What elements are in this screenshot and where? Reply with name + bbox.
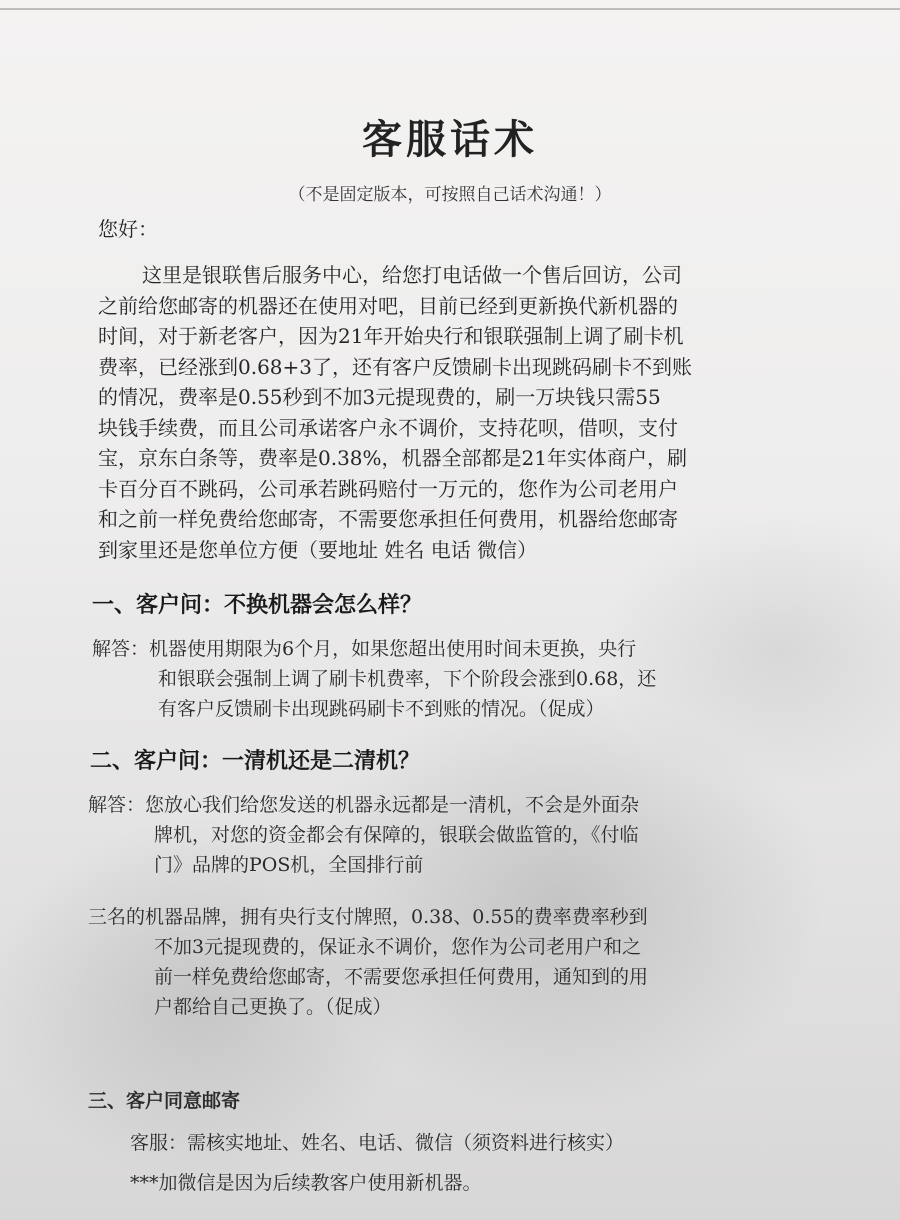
answer-line: 户都给自己更换了。（促成） — [154, 996, 392, 1018]
answer-line: 三名的机器品牌，拥有央行支付牌照，0.38、0.55的费率费率秒到 — [88, 906, 648, 928]
doc-title: 客服话术 — [362, 116, 538, 163]
question-1-answer — [92, 634, 656, 724]
answer-line: 牌机，对您的资金都会有保障的，银联会做监管的，《付临 — [154, 824, 639, 846]
intro-line: 到家里还是您单位方便（要地址 姓名 电话 微信） — [98, 537, 538, 562]
question-3-body — [130, 1128, 624, 1198]
intro-line: 卡百分百不跳码，公司承若跳码赔付一万元的，您作为公司老用户 — [98, 476, 678, 501]
intro-line: 的情况，费率是0.55秒到不加3元提现费的，刷一万块钱只需55 — [98, 385, 661, 409]
intro-line: 和之前一样免费给您邮寄，不需要您承担任何费用，机器给您邮寄 — [98, 507, 678, 531]
intro-paragraph — [98, 260, 798, 565]
answer-line: 门》品牌的POS机，全国排行前 — [154, 854, 424, 876]
greeting: 您好： — [98, 217, 158, 241]
question-3-heading: 三、客户同意邮寄 — [88, 1090, 241, 1112]
intro-line: 块钱手续费，而且公司承诺客户永不调价，支持花呗，借呗，支付 — [98, 415, 678, 440]
top-border — [0, 8, 900, 10]
doc-subtitle: （不是固定版本，可按照自己话术沟通！） — [288, 185, 612, 205]
answer-line: 有客户反馈刷卡出现跳码刷卡不到账的情况。（促成） — [158, 698, 605, 720]
answer-line: 前一样免费给您邮寄，不需要您承担任何费用，通知到的用 — [154, 966, 649, 988]
question-1-heading: 一、客户问：不换机器会怎么样？ — [92, 592, 423, 618]
question-2-answer — [88, 790, 639, 880]
question-2-heading: 二、客户问：一清机还是二清机？ — [90, 748, 421, 774]
body-line: ***加微信是因为后续教客户使用新机器。 — [130, 1172, 482, 1194]
intro-line: 时间，对于新老客户，因为21年开始央行和银联强制上调了刷卡机 — [98, 324, 684, 348]
answer-line: 解答：机器使用期限为6个月，如果您超出使用时间未更换，央行 — [92, 638, 637, 660]
intro-line: 之前给您邮寄的机器还在使用对吧，目前已经到更新换代新机器的 — [98, 293, 678, 318]
body-line: 客服：需核实地址、姓名、电话、微信（须资料进行核实） — [130, 1132, 625, 1154]
intro-line: 费率，已经涨到0.68+3了，还有客户反馈刷卡出现跳码刷卡不到账 — [98, 354, 693, 379]
answer-line: 解答：您放心我们给您发送的机器永远都是一清机，不会是外面杂 — [88, 794, 640, 816]
answer-line: 不加3元提现费的，保证永不调价，您作为公司老用户和之 — [154, 936, 642, 958]
intro-line: 这里是银联售后服务中心，给您打电话做一个售后回访，公司 — [142, 263, 682, 287]
answer-line: 和银联会强制上调了刷卡机费率，下个阶段会涨到0.68，还 — [158, 668, 657, 690]
intro-line: 宝，京东白条等，费率是0.38%，机器全部都是21年实体商户，刷 — [98, 446, 687, 470]
question-2-continuation — [88, 902, 648, 1022]
